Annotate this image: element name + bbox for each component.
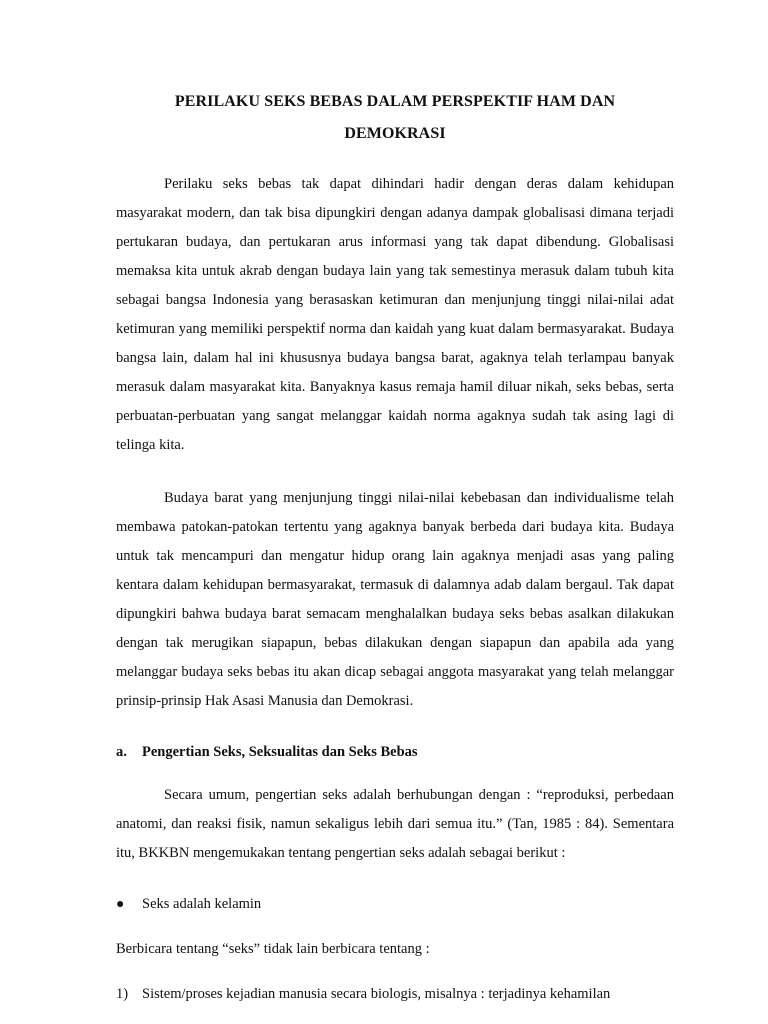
title-line-2: DEMOKRASI <box>344 125 446 142</box>
bullet-text: Seks adalah kelamin <box>142 896 262 912</box>
section-heading-a <box>116 738 674 767</box>
title-line-1: PERILAKU SEKS BEBAS DALAM PERSPEKTIF HAM DAN <box>174 93 616 110</box>
section-heading-text: Pengertian Seks, Seksualitas dan Seks Bebas <box>142 744 418 760</box>
numbered-item-text: Sistem/proses kejadian manusia secara biologis, misalnya : terjadinya kehamilan <box>142 986 611 1002</box>
bullet-item <box>116 890 674 919</box>
section-marker: a. <box>116 744 127 760</box>
section-intro-paragraph: Secara umum, pengertian seks adalah berhubungan dengan : “reproduksi, perbedaan anatomi, dan reaksi fisik, namun sekaligus lebih dari semua itu.” (Tan, 1985 : 84). Sementara itu, BKKBN mengemukakan tentang pengertian seks adalah sebagai berikut : <box>116 787 674 861</box>
paragraph-2: Budaya barat yang menjunjung tinggi nilai-nilai kebebasan dan individualisme telah membawa patokan-patokan tertentu yang agaknya banyak berbeda dari budaya kita. Budaya untuk tak mencampuri dan mengatur hidup orang lain agaknya menjadi asas yang paling kentara dalam kehidupan bermasyarakat, termasuk di dalamnya adab dalam bergaul. Tak dapat dipungkiri bahwa budaya barat semacam menghalalkan budaya seks bebas asalkan dilakukan dengan tak merugikan siapapun, bebas dilakukan dengan siapapun dan apabila ada yang melanggar budaya seks bebas itu akan dicap sebagai anggota masyarakat yang telah melanggar prinsip-prinsip Hak Asasi Manusia dan Demokrasi. <box>116 490 674 709</box>
document-title <box>116 86 674 150</box>
numbered-item-marker: 1) <box>116 986 129 1002</box>
bullet-icon: ● <box>116 897 125 912</box>
numbered-item-1 <box>116 980 674 1009</box>
lead-text: Berbicara tentang “seks” tidak lain berbicara tentang : <box>116 941 430 957</box>
paragraph-1: Perilaku seks bebas tak dapat dihindari hadir dengan deras dalam kehidupan masyarakat modern, dan tak bisa dipungkiri dengan adanya dampak globalisasi dimana terjadi pertukaran budaya, dan pertukaran arus informasi yang tak dapat dibendung. Globalisasi memaksa kita untuk akrab dengan budaya lain yang tak semestinya merasuk dalam tubuh kita sebagai bangsa Indonesia yang berasaskan ketimuran dan menjunjung tinggi nilai-nilai adat ketimuran yang memiliki perspektif norma dan kaidah yang kuat dalam bermasyarakat. Budaya bangsa lain, dalam hal ini khususnya budaya bangsa barat, agaknya telah terlampau banyak merasuk dalam masyarakat kita. Banyaknya kasus remaja hamil diluar nikah, seks bebas, serta perbuatan-perbuatan yang sangat melanggar kaidah norma agaknya sudah tak asing lagi di telinga kita. <box>116 176 674 453</box>
